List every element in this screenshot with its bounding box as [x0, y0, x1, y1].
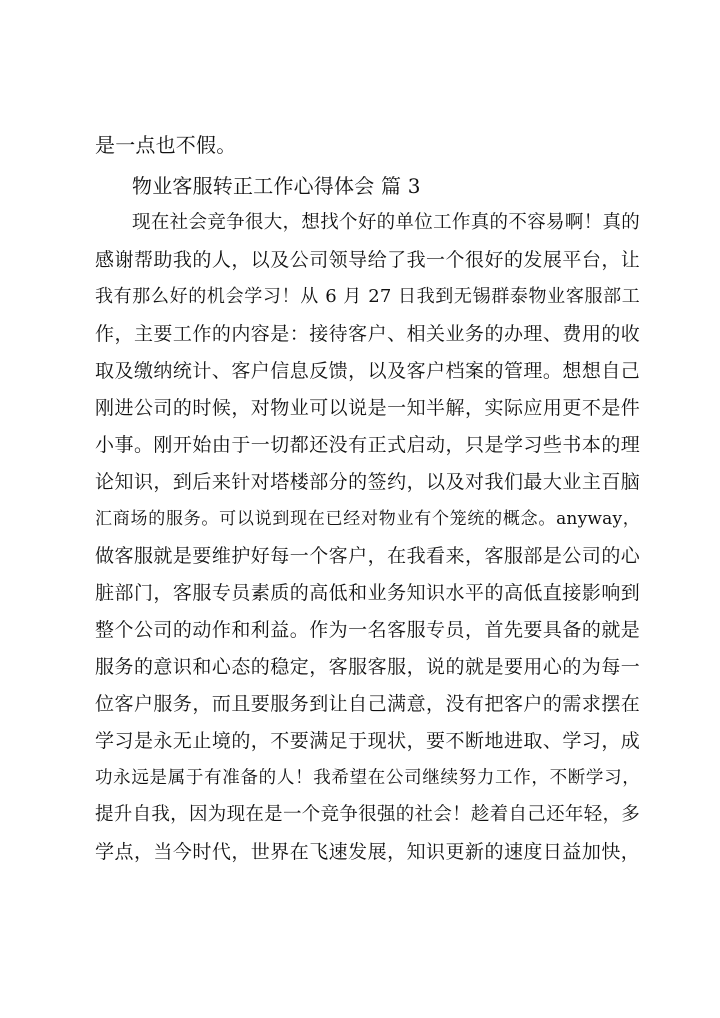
section-heading: 物业客服转正工作心得体会 篇 3: [132, 174, 421, 198]
paragraph-line: 汇商场的服务。可以说到现在已经对物业有个笼统的概念。anyway，: [95, 509, 640, 529]
paragraph-line: 取及缴纳统计、客户信息反馈，以及客户档案的管理。想想自己: [95, 360, 640, 382]
paragraph-line: 整个公司的动作和利益。作为一名客服专员，首先要具备的就是: [95, 619, 640, 641]
paragraph-line: 感谢帮助我的人，以及公司领导给了我一个很好的发展平台，让: [95, 249, 640, 271]
paragraph-line: 现在社会竞争很大，想找个好的单位工作真的不容易啊！真的: [132, 212, 640, 233]
paragraph-line: 刚进公司的时候，对物业可以说是一知半解，实际应用更不是件: [95, 397, 640, 419]
paragraph-line: 脏部门，客服专员素质的高低和业务知识水平的高低直接影响到: [95, 582, 640, 604]
text-line-continuation: 是一点也不假。: [95, 133, 237, 157]
paragraph-line: 提升自我，因为现在是一个竞争很强的社会！趁着自己还年轻，多: [95, 804, 640, 825]
paragraph-line: 位客户服务，而且要服务到让自己满意，没有把客户的需求摆在: [95, 693, 640, 715]
paragraph-line: 功永远是属于有准备的人！我希望在公司继续努力工作，不断学习，: [95, 768, 640, 788]
paragraph-line: 小事。刚开始由于一切都还没有正式启动，只是学习些书本的理: [95, 434, 640, 456]
paragraph-line: 我有那么好的机会学习！从 6 月 27 日我到无锡群泰物业客服部工: [95, 286, 640, 307]
paragraph-line: 做客服就是要维护好每一个客户，在我看来，客服部是公司的心: [95, 545, 640, 567]
paragraph-line: 作，主要工作的内容是：接待客户、相关业务的办理、费用的收: [95, 323, 640, 345]
paragraph-line: 论知识，到后来针对塔楼部分的签约，以及对我们最大业主百脑: [95, 471, 640, 493]
paragraph-line: 服务的意识和心态的稳定，客服客服，说的就是要用心的为每一: [95, 656, 640, 678]
paragraph-line: 学习是永无止境的，不要满足于现状，要不断地进取、学习，成: [95, 730, 640, 752]
paragraph-line: 学点，当今时代，世界在飞速发展，知识更新的速度日益加快，: [95, 841, 640, 863]
